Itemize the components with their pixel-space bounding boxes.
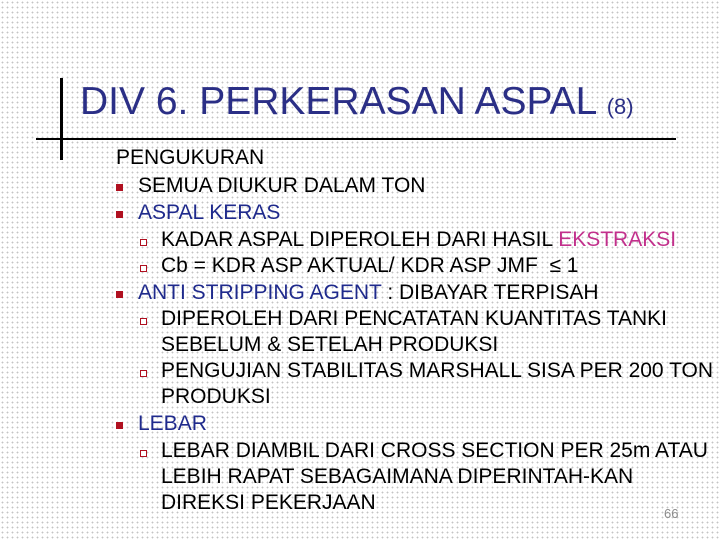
hollow-square-bullet-icon — [140, 318, 147, 325]
bullet-text: ASPAL KERAS — [138, 201, 281, 224]
sub-bullet-highlight: EKSTRAKSI — [558, 227, 677, 251]
slide-title — [80, 80, 634, 124]
slide-body — [116, 144, 716, 516]
bullet-item — [116, 172, 716, 200]
hollow-square-bullet-icon — [140, 239, 147, 246]
sub-bullet-item — [116, 253, 716, 279]
bullet-text: SEMUA DIUKUR DALAM TON — [138, 173, 426, 197]
bullet-text: ANTI STRIPPING AGENT — [138, 280, 382, 304]
sub-bullet-text: KADAR ASPAL DIPEROLEH DARI HASIL — [161, 227, 559, 251]
sub-bullet-text: DIPEROLEH DARI PENCATATAN KUANTITAS TANKI SEBELUM & SETELAH PRODUKSI — [161, 307, 668, 356]
sub-bullet-item — [116, 227, 716, 253]
hollow-square-bullet-icon — [140, 370, 147, 377]
slide-title-number: (8) — [606, 94, 634, 119]
bullet-suffix: : DIBAYAR TERPISAH — [381, 280, 599, 304]
square-bullet-icon — [116, 291, 123, 298]
square-bullet-icon — [116, 184, 123, 191]
sub-bullet-item — [116, 306, 716, 358]
sub-bullet-text: LEBAR DIAMBIL DARI CROSS SECTION PER 25m ATAU LEBIH RAPAT SEBAGAIMANA DIPERINTAH-KAN DIREKSI PEKERJAAN — [161, 438, 708, 514]
bullet-item — [116, 410, 716, 438]
bullet-item — [116, 279, 716, 307]
sub-bullet-item — [116, 438, 716, 516]
sub-bullet-text: Cb = KDR ASP AKTUAL/ KDR ASP JMF ≤ 1 — [161, 253, 579, 277]
section-heading: PENGUKURAN — [116, 146, 265, 169]
bullet-text: LEBAR — [138, 412, 207, 435]
slide-number: 66 — [664, 506, 679, 521]
square-bullet-icon — [116, 422, 123, 429]
title-vertical-rule — [60, 78, 63, 160]
hollow-square-bullet-icon — [140, 450, 147, 457]
title-horizontal-rule — [36, 138, 676, 140]
sub-bullet-text: PENGUJIAN STABILITAS MARSHALL SISA PER 200 TON PRODUKSI — [161, 359, 714, 408]
bullet-item — [116, 199, 716, 227]
square-bullet-icon — [116, 211, 123, 218]
hollow-square-bullet-icon — [140, 265, 147, 272]
sub-bullet-item — [116, 358, 716, 410]
slide-title-text: DIV 6. PERKERASAN ASPAL — [80, 80, 596, 123]
